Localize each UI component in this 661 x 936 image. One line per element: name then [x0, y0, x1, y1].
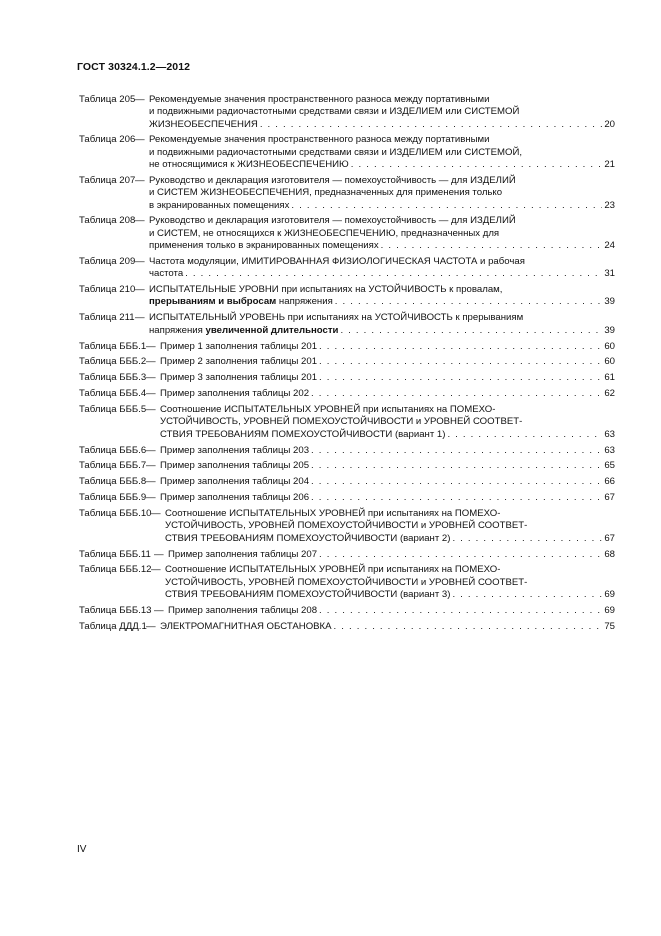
toc-entry-line	[165, 533, 615, 545]
text-segment: Пример заполнения таблицы 202	[160, 388, 310, 400]
toc-entry-line	[160, 621, 615, 633]
text-segment: СТВИЯ ТРЕБОВАНИЯМ ПОМЕХОУСТОЙЧИВОСТИ (вариант 1)	[160, 428, 446, 440]
toc-entry	[79, 94, 615, 131]
dot-leader	[381, 240, 603, 252]
bold-text: увеличенной длительности	[205, 324, 339, 336]
toc-entry-label: Таблица 209	[79, 255, 136, 267]
toc-entry	[79, 356, 615, 368]
toc-entry-dash: —	[146, 492, 156, 504]
toc-entry-title	[149, 284, 615, 309]
text-segment: Рекомендуемые значения пространственного разноса между портативными	[149, 134, 490, 146]
toc-entry-dash: —	[151, 508, 161, 520]
toc-entry-label: Таблица ДДД.1	[79, 620, 147, 632]
dot-leader	[319, 356, 602, 368]
toc-entry-line	[160, 460, 615, 472]
toc-entry-line	[165, 577, 615, 589]
toc-page-number: 39	[604, 324, 615, 336]
dot-leader	[260, 119, 603, 131]
table-of-contents	[79, 94, 615, 637]
dot-leader	[452, 533, 602, 545]
toc-entry-title	[160, 356, 615, 368]
text-segment: СТВИЯ ТРЕБОВАНИЯМ ПОМЕХОУСТОЙЧИВОСТИ (вариант 2)	[165, 532, 451, 544]
text-segment: Соотношение ИСПЫТАТЕЛЬНЫХ УРОВНЕЙ при испытаниях на ПОМЕХО-	[165, 564, 501, 576]
dot-leader	[291, 200, 602, 212]
toc-entry	[79, 549, 615, 561]
toc-entry-title	[160, 621, 615, 633]
toc-entry	[79, 460, 615, 472]
text-segment: напряжения	[149, 324, 206, 336]
dot-leader	[319, 372, 602, 384]
toc-entry-line	[149, 268, 615, 280]
toc-entry-dash: —	[146, 404, 156, 416]
toc-entry-dash: —	[135, 255, 145, 267]
toc-entry-dash: —	[146, 372, 156, 384]
bold-text: прерываниям и выбросам	[149, 296, 277, 308]
dot-leader	[340, 325, 602, 337]
dot-leader	[447, 429, 602, 441]
toc-entry-label: Таблица БББ.6	[79, 444, 147, 456]
toc-entry-line	[160, 372, 615, 384]
toc-entry-line	[165, 508, 615, 520]
dot-leader	[185, 268, 602, 280]
toc-page-number: 66	[604, 476, 615, 488]
toc-entry-label: Таблица БББ.5	[79, 404, 147, 416]
text-segment: Руководство и декларация изготовителя — помехоустойчивость — для ИЗДЕЛИЙ	[149, 174, 516, 186]
text-segment: и подвижными радиочастотными средствами связи и ИЗДЕЛИЕМ или СИСТЕМОЙ,	[149, 146, 523, 158]
toc-entry-dash: —	[135, 174, 145, 186]
toc-entry-label: Таблица БББ.3	[79, 372, 147, 384]
toc-entry-line	[165, 589, 615, 601]
text-segment: УСТОЙЧИВОСТЬ, УРОВНЕЙ ПОМЕХОУСТОЙЧИВОСТИ и УРОВНЕЙ СООТВЕТ-	[165, 520, 528, 532]
toc-entry	[79, 404, 615, 441]
toc-entry-title	[149, 312, 615, 337]
toc-entry-label: Таблица БББ.13	[79, 604, 152, 616]
toc-entry-title	[168, 549, 615, 561]
text-segment: применения только в экранированных помещениях	[149, 240, 379, 252]
toc-entry-dash: —	[154, 604, 164, 616]
text-segment: ЭЛЕКТРОМАГНИТНАЯ ОБСТАНОВКА	[160, 620, 332, 632]
toc-entry-label: Таблица 205	[79, 94, 136, 105]
text-segment: Пример заполнения таблицы 203	[160, 444, 310, 456]
toc-entry-title	[149, 215, 615, 252]
toc-entry-line	[160, 476, 615, 488]
text-segment: Пример 2 заполнения таблицы 201	[160, 356, 318, 368]
toc-entry-label: Таблица БББ.7	[79, 460, 147, 472]
toc-page-number: 60	[604, 340, 615, 352]
dot-leader	[319, 341, 602, 353]
dot-leader	[335, 296, 603, 308]
toc-entry	[79, 215, 615, 252]
toc-page-number: 67	[604, 492, 615, 504]
toc-entry	[79, 492, 615, 504]
toc-page-number: 67	[604, 532, 615, 544]
toc-entry-label: Таблица 211	[79, 312, 135, 324]
toc-entry-label: Таблица БББ.1	[79, 340, 147, 352]
toc-entry-label: Таблица БББ.9	[79, 492, 147, 504]
toc-entry	[79, 341, 615, 353]
toc-entry-line	[149, 119, 615, 131]
toc-page-number: 62	[604, 388, 615, 400]
toc-entry	[79, 175, 615, 212]
document-header: ГОСТ 30324.1.2—2012	[77, 61, 191, 73]
toc-entry	[79, 476, 615, 488]
dot-leader	[311, 460, 602, 472]
toc-entry-label: Таблица 208	[79, 215, 136, 227]
toc-entry-label: Таблица 210	[79, 284, 136, 296]
toc-page-number: 69	[604, 604, 615, 616]
text-segment: и СИСТЕМ ЖИЗНЕОБЕСПЕЧЕНИЯ, предназначенных для применения только	[149, 187, 503, 199]
text-segment: в экранированных помещениях	[149, 199, 290, 211]
toc-entry-line	[149, 215, 615, 227]
toc-entry-line	[149, 134, 615, 146]
toc-entry-dash: —	[135, 284, 145, 296]
toc-page-number: 60	[604, 356, 615, 368]
text-segment: ИСПЫТАТЕЛЬНЫЙ УРОВЕНЬ при испытаниях на УСТОЙЧИВОСТЬ к прерываниям	[149, 312, 524, 324]
toc-entry-dash: —	[135, 312, 145, 324]
toc-page-number: 63	[604, 444, 615, 456]
toc-entry-line	[149, 94, 615, 106]
dot-leader	[452, 589, 602, 601]
dot-leader	[351, 159, 603, 171]
text-segment: СТВИЯ ТРЕБОВАНИЯМ ПОМЕХОУСТОЙЧИВОСТИ (вариант 3)	[165, 589, 451, 601]
dot-leader	[334, 621, 603, 633]
toc-entry-line	[160, 416, 615, 428]
toc-entry-title	[160, 341, 615, 353]
toc-entry-line	[160, 341, 615, 353]
toc-entry-line	[149, 312, 615, 324]
toc-entry-title	[160, 388, 615, 400]
toc-entry-dash: —	[146, 476, 156, 488]
toc-entry	[79, 388, 615, 400]
toc-entry-dash: —	[135, 134, 145, 146]
toc-entry-line	[160, 404, 615, 416]
text-segment: ЖИЗНЕОБЕСПЕЧЕНИЯ	[149, 118, 258, 130]
toc-entry-line	[165, 520, 615, 532]
dot-leader	[311, 492, 602, 504]
text-segment: ИСПЫТАТЕЛЬНЫЕ УРОВНИ при испытаниях на УСТОЙЧИВОСТЬ к провалам,	[149, 284, 503, 296]
toc-page-number: 31	[604, 268, 615, 280]
text-segment: Пример 3 заполнения таблицы 201	[160, 372, 318, 384]
toc-page-number: 69	[604, 589, 615, 601]
toc-entry-line	[149, 200, 615, 212]
text-segment: Рекомендуемые значения пространственного разноса между портативными	[149, 94, 490, 105]
text-segment: Пример заполнения таблицы 204	[160, 476, 310, 488]
toc-entry	[79, 508, 615, 545]
toc-entry-dash: —	[146, 444, 156, 456]
text-segment: не относящимися к ЖИЗНЕОБЕСПЕЧЕНИЮ	[149, 159, 349, 171]
toc-entry-line	[149, 296, 615, 308]
dot-leader	[319, 605, 602, 617]
text-segment: Соотношение ИСПЫТАТЕЛЬНЫХ УРОВНЕЙ при испытаниях на ПОМЕХО-	[160, 404, 496, 416]
toc-entry-dash: —	[135, 94, 145, 105]
toc-entry-dash: —	[146, 460, 156, 472]
dot-leader	[319, 549, 602, 561]
toc-page-number: 20	[604, 118, 615, 130]
toc-entry	[79, 134, 615, 171]
toc-entry-line	[149, 256, 615, 268]
text-segment: Пример заполнения таблицы 206	[160, 492, 310, 504]
text-segment: и подвижными радиочастотными средствами связи и ИЗДЕЛИЕМ или СИСТЕМОЙ	[149, 106, 520, 118]
toc-entry-line	[149, 159, 615, 171]
toc-page-number: 24	[604, 240, 615, 252]
toc-entry-dash: —	[146, 356, 156, 368]
toc-entry	[79, 256, 615, 281]
toc-entry-dash: —	[154, 548, 164, 560]
toc-page-number: 39	[604, 296, 615, 308]
toc-entry-title	[160, 492, 615, 504]
toc-entry-title	[165, 564, 615, 601]
text-segment: частота	[149, 268, 184, 280]
toc-entry-label: Таблица БББ.4	[79, 388, 147, 400]
toc-entry-label: Таблица БББ.12	[79, 564, 152, 576]
toc-entry-line	[160, 388, 615, 400]
toc-entry-dash: —	[135, 215, 145, 227]
toc-entry-line	[160, 445, 615, 457]
toc-entry-title	[149, 134, 615, 171]
toc-entry-line	[160, 429, 615, 441]
toc-entry-dash: —	[146, 340, 156, 352]
toc-entry-title	[160, 404, 615, 441]
dot-leader	[311, 388, 602, 400]
toc-entry-dash: —	[146, 620, 156, 632]
dot-leader	[311, 445, 602, 457]
page-number: IV	[77, 844, 87, 855]
text-segment: напряжения	[276, 296, 333, 308]
toc-page-number: 63	[604, 428, 615, 440]
toc-entry-title	[149, 256, 615, 281]
toc-entry-label: Таблица 206	[79, 134, 136, 146]
toc-entry	[79, 284, 615, 309]
toc-entry	[79, 372, 615, 384]
toc-entry-title	[149, 175, 615, 212]
toc-entry-line	[149, 187, 615, 199]
text-segment: Пример заполнения таблицы 208	[168, 604, 318, 616]
toc-entry	[79, 445, 615, 457]
toc-entry-line	[160, 356, 615, 368]
toc-entry	[79, 605, 615, 617]
toc-entry-line	[149, 228, 615, 240]
text-segment: Пример 1 заполнения таблицы 201	[160, 340, 318, 352]
toc-entry-line	[160, 492, 615, 504]
toc-entry-line	[149, 147, 615, 159]
toc-entry-line	[149, 240, 615, 252]
text-segment: Пример заполнения таблицы 207	[168, 548, 318, 560]
toc-page-number: 23	[604, 199, 615, 211]
toc-page-number: 21	[604, 159, 615, 171]
toc-entry-line	[149, 175, 615, 187]
toc-entry-dash: —	[146, 388, 156, 400]
toc-entry-label: Таблица БББ.10	[79, 508, 152, 520]
text-segment: УСТОЙЧИВОСТЬ, УРОВНЕЙ ПОМЕХОУСТОЙЧИВОСТИ и УРОВНЕЙ СООТВЕТ-	[165, 576, 528, 588]
toc-entry-title	[160, 476, 615, 488]
toc-entry-label: Таблица БББ.11	[79, 548, 151, 560]
text-segment: Частота модуляции, ИМИТИРОВАННАЯ ФИЗИОЛОГИЧЕСКАЯ ЧАСТОТА и рабочая	[149, 255, 525, 267]
toc-entry-title	[165, 508, 615, 545]
toc-page-number: 65	[604, 460, 615, 472]
text-segment: УСТОЙЧИВОСТЬ, УРОВНЕЙ ПОМЕХОУСТОЙЧИВОСТИ и УРОВНЕЙ СООТВЕТ-	[160, 416, 523, 428]
toc-entry-label: Таблица 207	[79, 174, 136, 186]
toc-entry-title	[160, 445, 615, 457]
toc-entry-label: Таблица БББ.8	[79, 476, 147, 488]
toc-entry-label: Таблица БББ.2	[79, 356, 147, 368]
toc-entry-line	[149, 106, 615, 118]
toc-entry-title	[149, 94, 615, 131]
toc-entry-line	[149, 284, 615, 296]
toc-entry-line	[168, 549, 615, 561]
toc-entry-title	[168, 605, 615, 617]
toc-entry-line	[168, 605, 615, 617]
toc-entry-dash: —	[151, 564, 161, 576]
toc-entry	[79, 621, 615, 633]
toc-entry-title	[160, 372, 615, 384]
dot-leader	[311, 476, 602, 488]
text-segment: Соотношение ИСПЫТАТЕЛЬНЫХ УРОВНЕЙ при испытаниях на ПОМЕХО-	[165, 508, 501, 520]
toc-page-number: 75	[604, 620, 615, 632]
toc-page-number: 61	[604, 372, 615, 384]
text-segment: Руководство и декларация изготовителя — помехоустойчивость — для ИЗДЕЛИЙ	[149, 215, 516, 227]
toc-page-number: 68	[604, 548, 615, 560]
toc-entry	[79, 312, 615, 337]
toc-entry	[79, 564, 615, 601]
toc-entry-line	[165, 564, 615, 576]
toc-entry-title	[160, 460, 615, 472]
text-segment: Пример заполнения таблицы 205	[160, 460, 310, 472]
toc-entry-line	[149, 325, 615, 337]
text-segment: и СИСТЕМ, не относящихся к ЖИЗНЕОБЕСПЕЧЕНИЮ, предназначенных для	[149, 227, 500, 239]
